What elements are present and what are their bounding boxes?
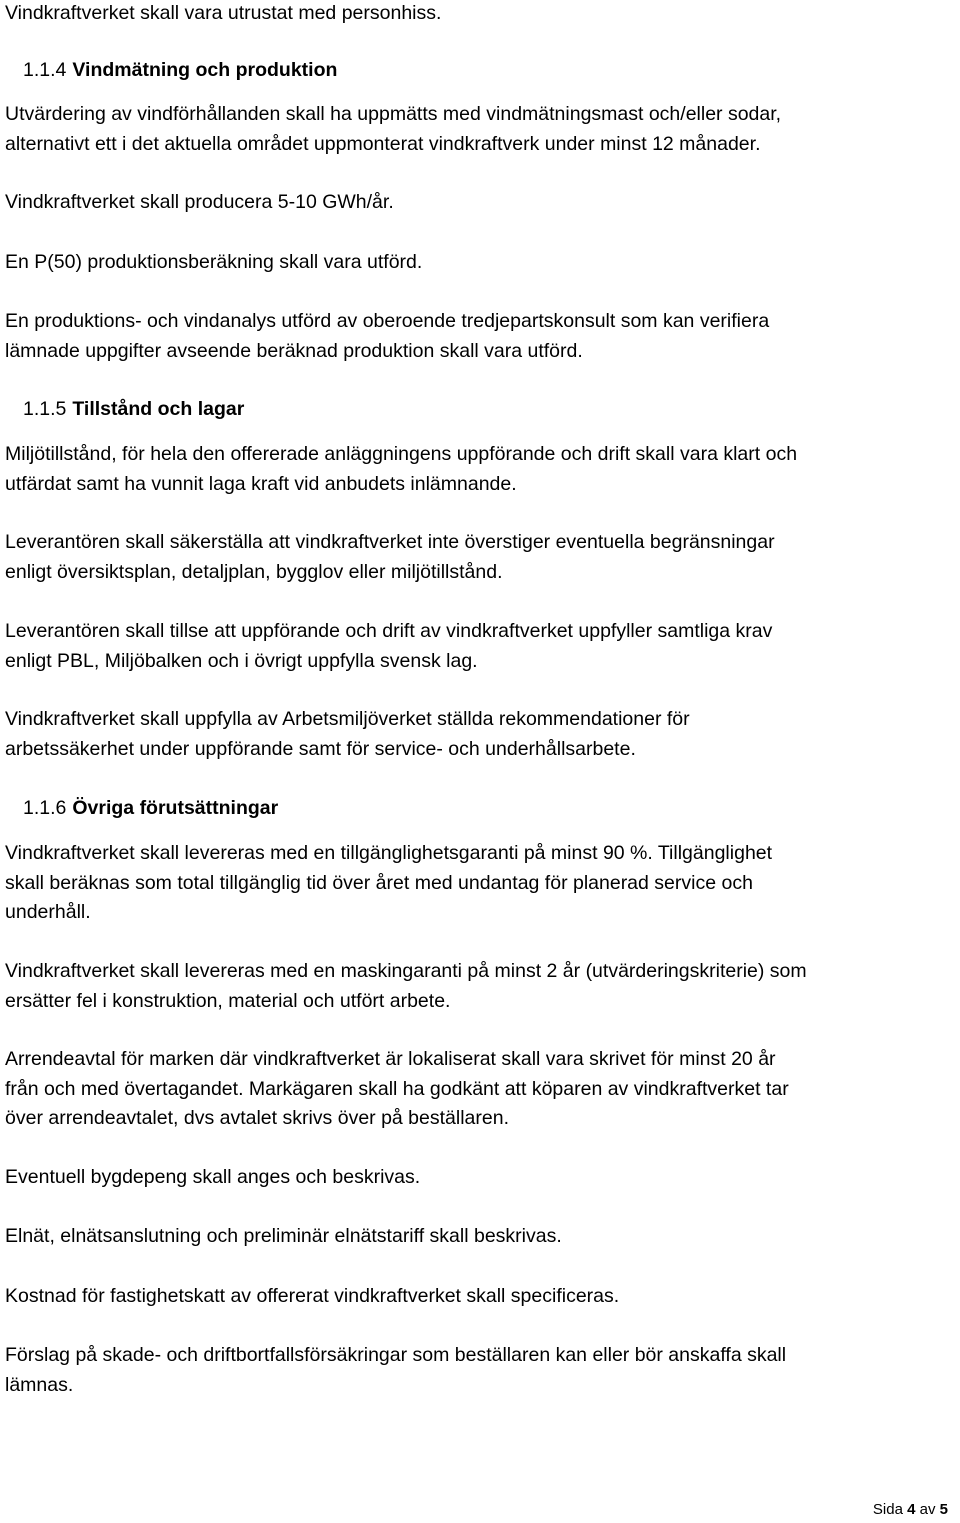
total-page-number: 5: [939, 1501, 948, 1518]
text-line: Vindkraftverket skall producera 5-10 GWh/år.: [5, 191, 394, 213]
paragraph-arbetsmiljo: [5, 705, 955, 764]
paragraph-producera: [5, 188, 955, 218]
text-line: Leverantören skall säkerställa att vindkraftverket inte överstiger eventuella begränsningar: [5, 531, 775, 553]
paragraph-bygdepeng: [5, 1163, 955, 1193]
text-line: över arrendeavtalet, dvs avtalet skrivs över på beställaren.: [5, 1107, 510, 1129]
text-line: skall beräknas som total tillgänglig tid över året med undantag för planerad service och: [5, 871, 753, 894]
text-line: underhåll.: [5, 901, 91, 923]
paragraph-elnat: [5, 1222, 955, 1252]
section-number: 1.1.6: [23, 797, 67, 819]
text-line: alternativt ett i det aktuella området uppmonterat vindkraftverk under minst 12 månader.: [5, 132, 761, 155]
text-line: lämnas.: [5, 1373, 74, 1396]
text-line: Vindkraftverket skall levereras med en tillgänglighetsgaranti på minst 90 %. Tillgänglighet: [5, 842, 773, 864]
text-line: Leverantören skall tillse att uppförande och drift av vindkraftverket uppfyller samtliga krav: [5, 620, 773, 642]
section-number: 1.1.5: [23, 398, 67, 420]
paragraph-personhiss: [5, 0, 955, 29]
text-line: Vindkraftverket skall levereras med en maskingaranti på minst 2 år (utvärderingskriterie) som: [5, 960, 807, 982]
text-line: Förslag på skade- och driftbortfallsförsäkringar som beställaren kan eller bör anskaffa skall: [5, 1344, 787, 1366]
section-heading-1-1-6: [23, 794, 278, 824]
paragraph-vindanalys: [5, 307, 955, 366]
section-heading-1-1-4: [23, 56, 337, 86]
page-separator: av: [919, 1501, 936, 1518]
section-title: Övriga förutsättningar: [72, 797, 279, 819]
text-line: Elnät, elnätsanslutning och preliminär elnätstariff skall beskrivas.: [5, 1225, 562, 1247]
text-line: Kostnad för fastighetskatt av offererat vindkraftverket skall specificeras.: [5, 1285, 620, 1307]
text-line: ersätter fel i konstruktion, material och utfört arbete.: [5, 989, 451, 1012]
section-title: Vindmätning och produktion: [72, 59, 338, 81]
text-line: En P(50) produktionsberäkning skall vara utförd.: [5, 251, 423, 273]
page-label: Sida: [872, 1501, 903, 1518]
page-number-footer: [873, 1500, 948, 1520]
text-line: En produktions- och vindanalys utförd av oberoende tredjepartskonsult som kan verifiera: [5, 310, 770, 332]
text-line: Utvärdering av vindförhållanden skall ha uppmätts med vindmätningsmast och/eller sodar,: [5, 103, 782, 125]
text-line: Vindkraftverket skall vara utrustat med personhiss.: [5, 2, 442, 24]
text-line: Vindkraftverket skall uppfylla av Arbetsmiljöverket ställda rekommendationer för: [5, 708, 690, 730]
section-number: 1.1.4: [23, 59, 67, 81]
paragraph-vindforhallanden: [5, 100, 955, 159]
text-line: Eventuell bygdepeng skall anges och beskrivas.: [5, 1166, 421, 1188]
current-page-number: 4: [907, 1501, 916, 1518]
paragraph-arrendeavtal: [5, 1045, 955, 1134]
text-line: enligt översiktsplan, detaljplan, bygglov eller miljötillstånd.: [5, 560, 503, 583]
paragraph-p50: [5, 248, 955, 278]
section-title: Tillstånd och lagar: [72, 398, 245, 420]
text-line: från och med övertagandet. Markägaren skall ha godkänt att köparen av vindkraftverket tar: [5, 1077, 789, 1100]
paragraph-fastighetskatt: [5, 1282, 955, 1312]
text-line: arbetssäkerhet under uppförande samt för service- och underhållsarbete.: [5, 737, 636, 760]
text-line: lämnade uppgifter avseende beräknad produktion skall vara utförd.: [5, 339, 583, 362]
paragraph-tillganglighetsgaranti: [5, 839, 955, 928]
text-line: utfärdat samt ha vunnit laga kraft vid anbudets inlämnande.: [5, 472, 517, 495]
paragraph-maskingaranti: [5, 957, 955, 1016]
paragraph-pbl: [5, 617, 955, 676]
text-line: Miljötillstånd, för hela den offererade anläggningens uppförande och drift skall vara klart och: [5, 443, 798, 465]
section-heading-1-1-5: [23, 395, 244, 425]
paragraph-sakerstalla: [5, 528, 955, 587]
text-line: Arrendeavtal för marken där vindkraftverket är lokaliserat skall vara skrivet för minst 20 år: [5, 1048, 776, 1070]
paragraph-forsakringar: [5, 1341, 955, 1400]
paragraph-miljotillstand: [5, 440, 955, 499]
text-line: enligt PBL, Miljöbalken och i övrigt uppfylla svensk lag.: [5, 649, 478, 672]
